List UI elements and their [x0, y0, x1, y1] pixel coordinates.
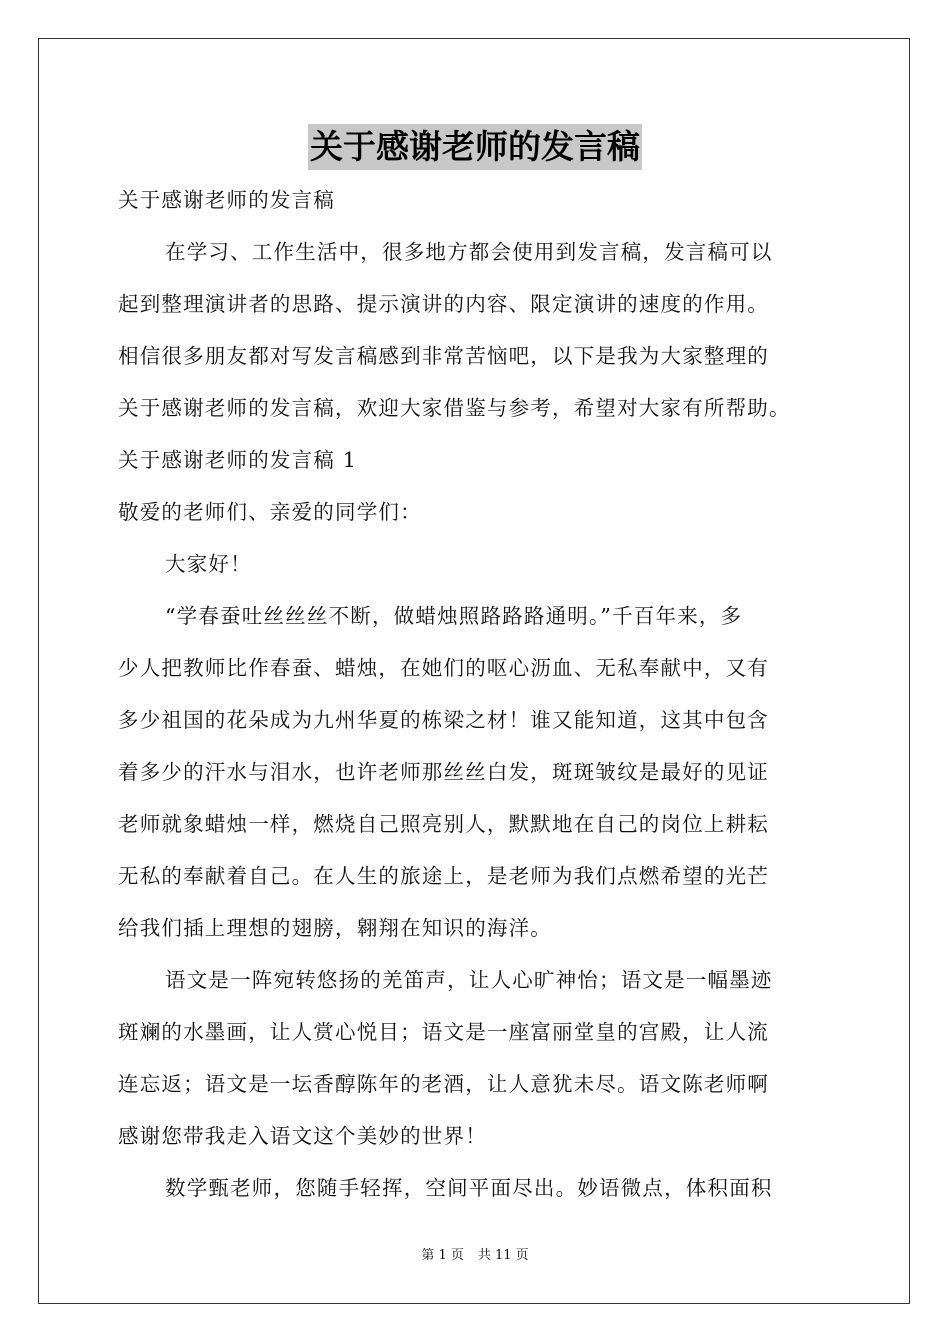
document-title: 关于感谢老师的发言稿 [308, 124, 642, 170]
text-line: 敬爱的老师们、亲爱的同学们： [118, 500, 422, 524]
text-line: 语文是一阵宛转悠扬的羌笛声，让人心旷神怡；语文是一幅墨迹 [165, 968, 773, 992]
text-line: 老师就象蜡烛一样，燃烧自己照亮别人，默默地在自己的岗位上耕耘 [118, 812, 769, 836]
text-line: 给我们插上理想的翅膀，翱翔在知识的海洋。 [118, 916, 552, 940]
page-footer [0, 1246, 950, 1266]
text-line: 着多少的汗水与泪水，也许老师那丝丝白发，斑斑皱纹是最好的见证 [118, 760, 769, 784]
text-line: 多少祖国的花朵成为九州华夏的栋梁之材！谁又能知道，这其中包含 [118, 708, 769, 732]
page-total: 共 11 页 [477, 1248, 529, 1263]
text-line: 斑斓的水墨画，让人赏心悦目；语文是一座富丽堂皇的宫殿，让人流 [118, 1020, 769, 1044]
page-number: 第 1 页 [421, 1248, 464, 1263]
text-line: 无私的奉献着自己。在人生的旅途上，是老师为我们点燃希望的光芒 [118, 864, 769, 888]
text-line: 在学习、工作生活中，很多地方都会使用到发言稿，发言稿可以 [165, 240, 773, 264]
text-line: 关于感谢老师的发言稿，欢迎大家借鉴与参考，希望对大家有所帮助。 [118, 396, 791, 420]
text-line: 连忘返；语文是一坛香醇陈年的老酒，让人意犹未尽。语文陈老师啊 [118, 1072, 769, 1096]
title-container [0, 124, 950, 170]
text-line: 感谢您带我走入语文这个美妙的世界！ [118, 1124, 487, 1148]
text-line: 关于感谢老师的发言稿 [118, 188, 335, 212]
text-line: 起到整理演讲者的思路、提示演讲的内容、限定演讲的速度的作用。 [118, 292, 769, 316]
text-line: 少人把教师比作春蚕、蜡烛，在她们的呕心沥血、无私奉献中，又有 [118, 656, 769, 680]
text-line: 数学甄老师，您随手轻挥，空间平面尽出。妙语微点，体积面积 [165, 1176, 773, 1200]
text-line: 大家好！ [165, 552, 252, 576]
text-line: 关于感谢老师的发言稿 1 [118, 448, 357, 472]
text-line: “学春蚕吐丝丝丝不断，做蜡烛照路路路通明。”千百年来，多 [165, 604, 743, 628]
text-line: 相信很多朋友都对写发言稿感到非常苦恼吧，以下是我为大家整理的 [118, 344, 769, 368]
document-body [118, 178, 838, 1218]
